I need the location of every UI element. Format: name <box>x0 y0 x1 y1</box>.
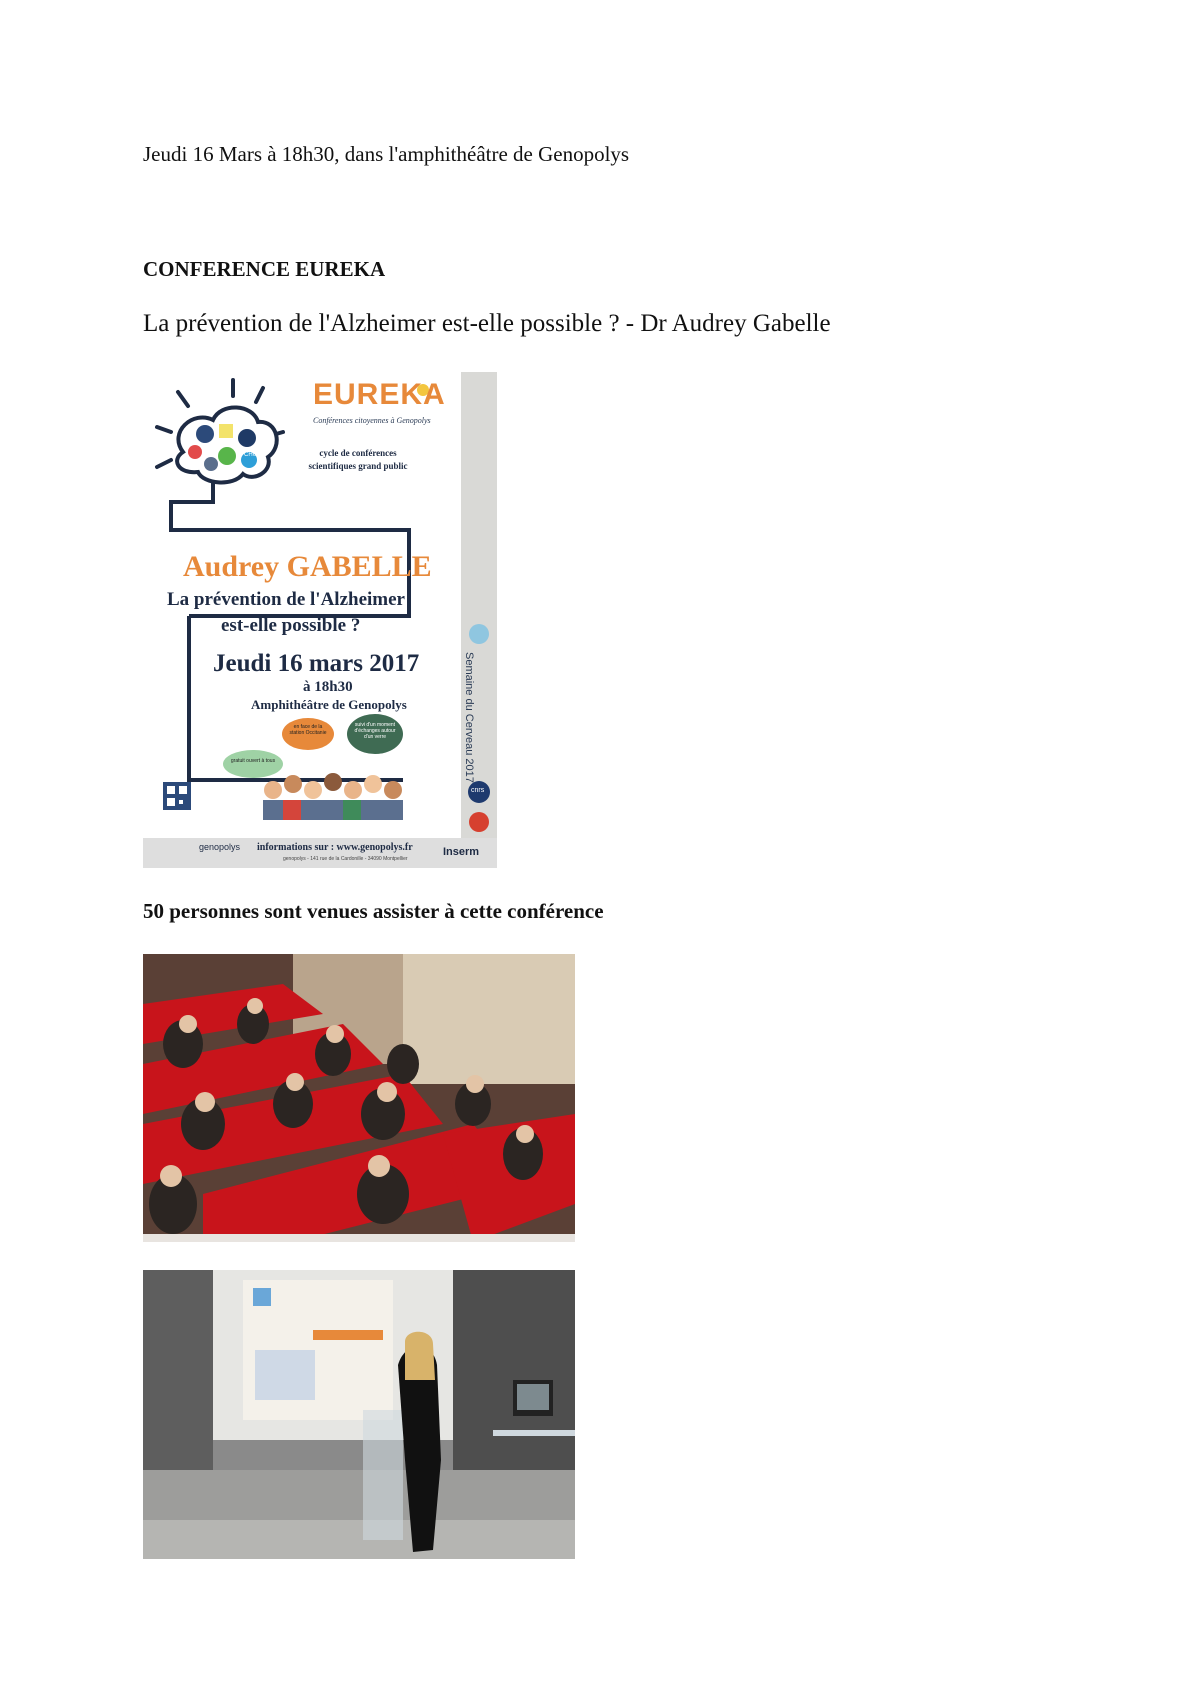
poster-time: à 18h30 <box>303 679 353 695</box>
genopolys-logo: genopolys <box>199 842 241 852</box>
poster-title-line1: La prévention de l'Alzheimer <box>167 589 405 610</box>
section-title: CONFERENCE EUREKA <box>143 257 386 281</box>
poster-cycle: cycle de conférences scientifiques grand public <box>308 448 408 471</box>
chu-logo-label: CHU <box>244 452 257 458</box>
montpellier-logo-icon <box>469 812 489 832</box>
poster-info: informations sur : www.genopolys.fr <box>257 842 413 853</box>
inserm-logo: Inserm <box>443 846 480 858</box>
cnrs-logo-label: cnrs <box>471 787 485 794</box>
poster-place: Amphithéâtre de Genopolys <box>251 697 407 712</box>
audience-photo <box>143 954 575 1242</box>
event-date-line: Jeudi 16 Mars à 18h30, dans l'amphithéâtre de Genopolys <box>143 142 630 166</box>
bubble-free: gratuit ouvert à tous <box>230 758 276 764</box>
brain-cloud-icon <box>177 407 277 482</box>
attendance-text: 50 personnes sont venues assister à cette conférence <box>143 899 604 923</box>
poster-side-text: Semaine du Cerveau 2017 <box>463 652 475 783</box>
bubble-tram: en face de la station Occitanie <box>289 724 327 736</box>
poster-address: genopolys - 141 rue de la Cardonille - 34090 Montpellier <box>283 856 408 862</box>
poster-speaker: Audrey GABELLE <box>183 550 432 583</box>
rainbow-brain-logo-icon <box>469 624 489 644</box>
speaker-photo <box>143 1270 575 1559</box>
qr-code-icon <box>163 782 191 810</box>
poster-date: Jeudi 16 mars 2017 <box>213 650 420 677</box>
event-poster <box>143 372 497 868</box>
bubble-drink: suivi d'un moment d'échanges autour d'un verre <box>354 722 396 740</box>
talk-title: La prévention de l'Alzheimer est-elle possible ? - Dr Audrey Gabelle <box>143 310 831 337</box>
poster-brand: EUREKA <box>313 378 446 411</box>
poster-title-line2: est-elle possible ? <box>221 615 361 636</box>
poster-tagline: Conférences citoyennes à Genopolys <box>313 416 431 425</box>
